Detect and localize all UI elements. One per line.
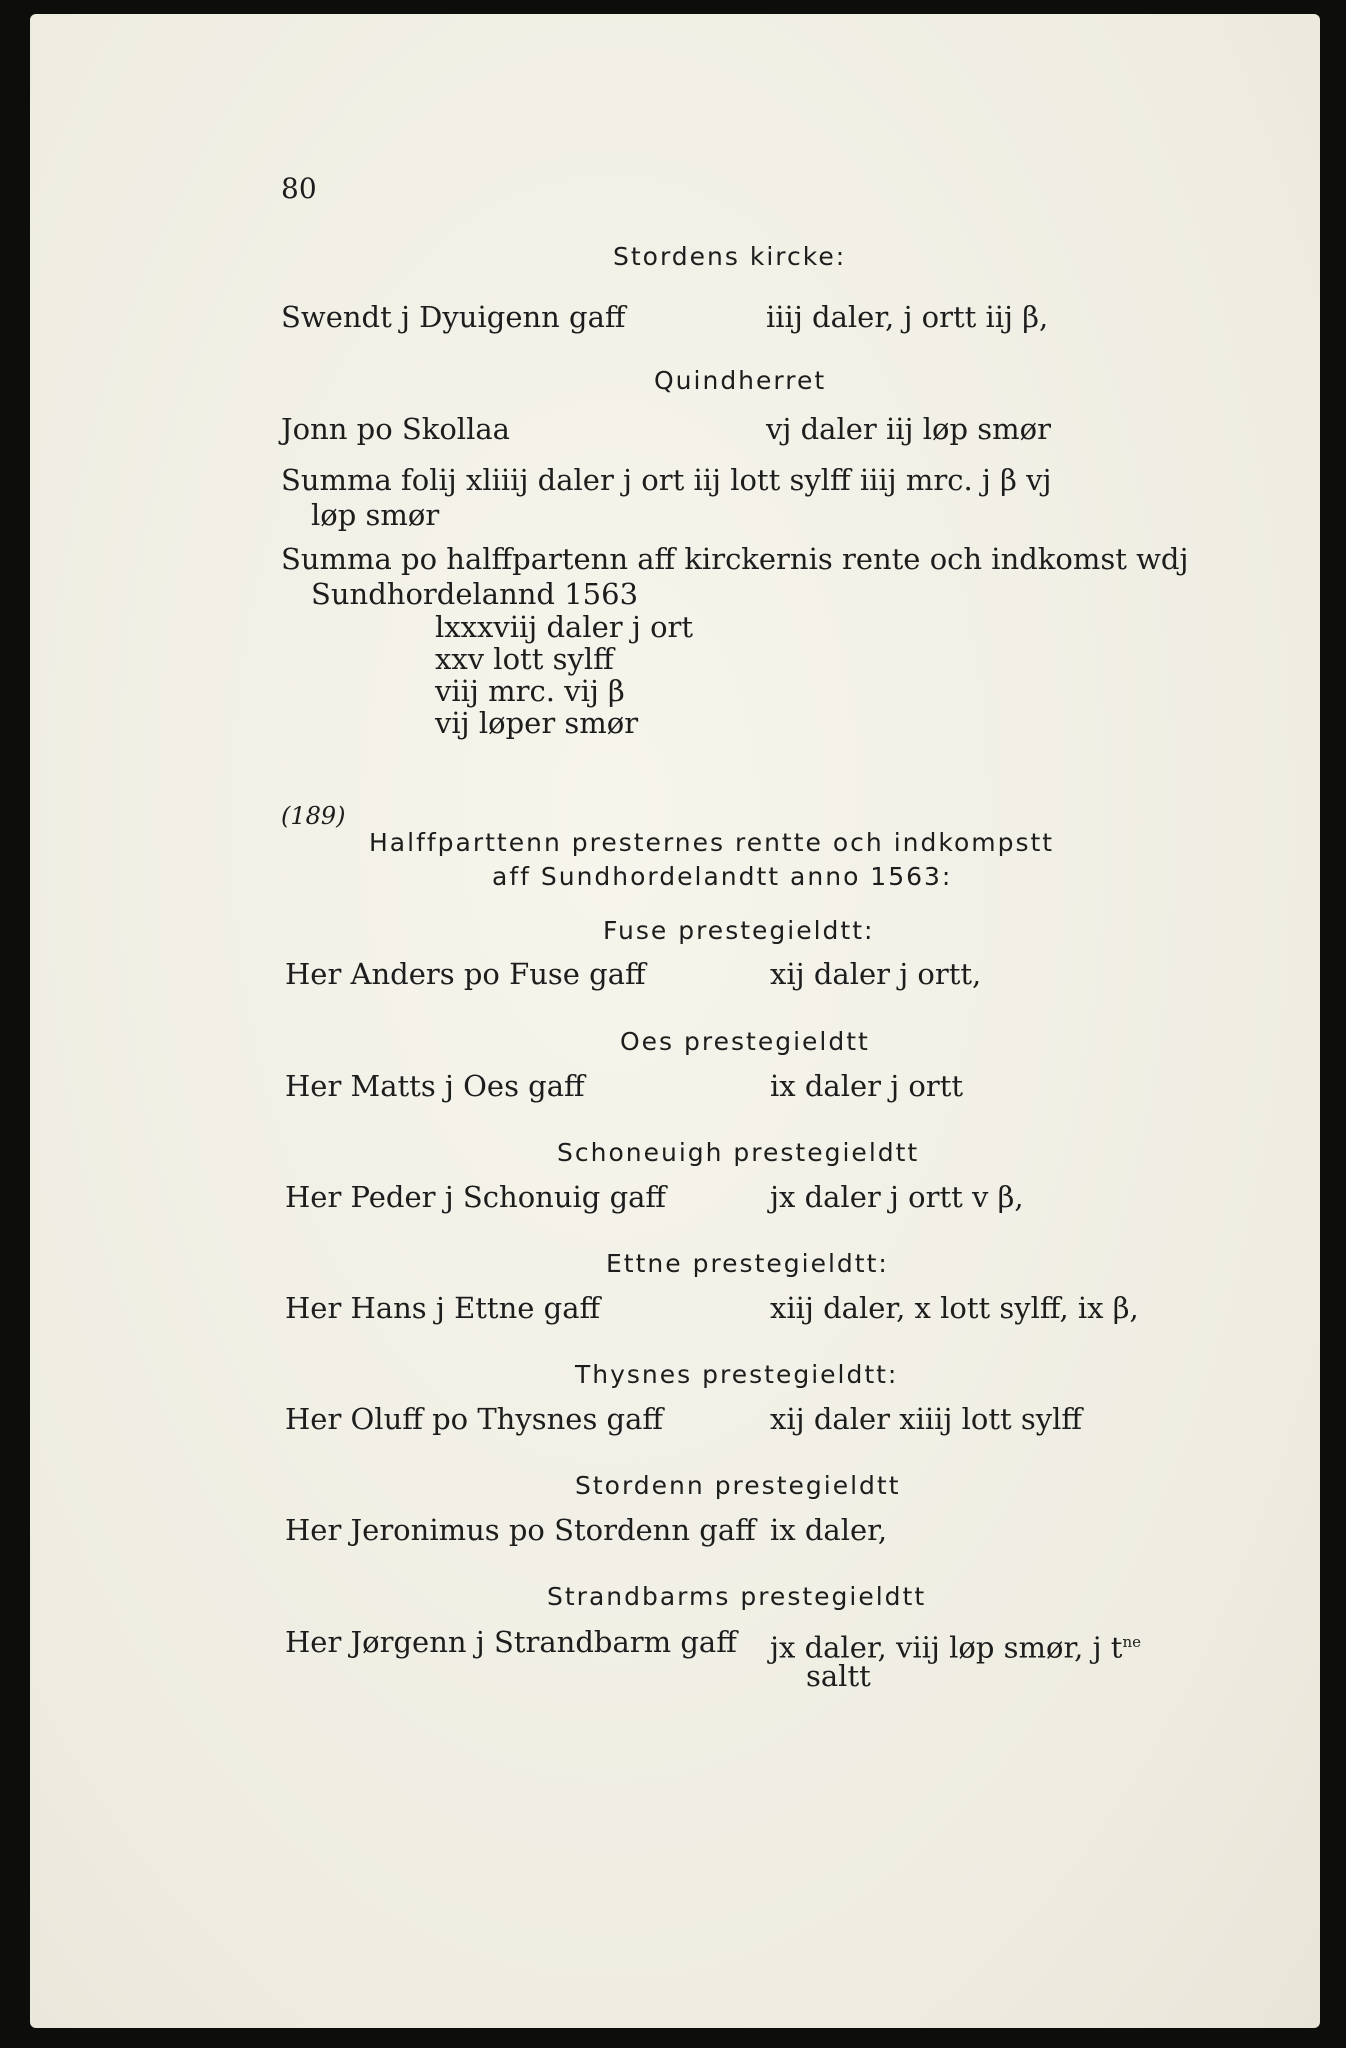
parish-heading: Strandbarms prestegieldtt	[547, 1582, 927, 1611]
parish-entry-name: Her Hans j Ettne gaff	[285, 1291, 601, 1325]
parish-entry-amount-line2: saltt	[806, 1659, 871, 1693]
parish-entry-name: Her Jeronimus po Stordenn gaff	[285, 1513, 756, 1547]
parish-entry-name: Her Oluff po Thysnes gaff	[285, 1402, 664, 1436]
summa-folij-line1: Summa folij xliiij daler j ort iij lott sylff iiij mrc. j β vj	[281, 463, 1052, 497]
entry-name-swendt: Swendt j Dyuigenn gaff	[281, 300, 626, 334]
section-heading-quindherret: Quindherret	[654, 366, 827, 395]
parish-heading: Fuse prestegieldtt:	[603, 916, 875, 945]
reference-number: (189)	[281, 802, 346, 830]
main-title-line1: Halffparttenn presternes rentte och indkompstt	[369, 828, 1055, 857]
summa-halff-line2: Sundhordelannd 1563	[311, 577, 639, 611]
parish-entry-name: Her Matts j Oes gaff	[285, 1069, 585, 1103]
parish-entry-amount: jx daler j ortt v β,	[770, 1180, 1024, 1214]
summa-halff-line1: Summa po halffpartenn aff kirckernis rente och indkomst wdj	[281, 542, 1189, 576]
superscript: ne	[1122, 1633, 1141, 1651]
summa-folij-line2: løp smør	[311, 498, 440, 532]
parish-heading: Thysnes prestegieldtt:	[575, 1360, 899, 1389]
entry-amount-swendt: iiij daler, j ortt iij β,	[766, 300, 1049, 334]
page-number: 80	[281, 172, 317, 205]
parish-entry-amount: xiij daler, x lott sylff, ix β,	[770, 1291, 1139, 1325]
parish-heading: Ettne prestegieldtt:	[606, 1249, 889, 1278]
entry-name-jonn: Jonn po Skollaa	[281, 412, 510, 446]
parish-entry-amount: ix daler,	[770, 1513, 888, 1547]
parish-entry-amount: xij daler xiiij lott sylff	[770, 1402, 1083, 1436]
entry-amount-jonn: vj daler iij løp smør	[766, 412, 1051, 446]
parish-entry-name: Her Peder j Schonuig gaff	[285, 1180, 667, 1214]
parish-entry-amount: xij daler j ortt,	[770, 957, 982, 991]
parish-entry-name: Her Anders po Fuse gaff	[285, 957, 646, 991]
section-heading-stordens-kircke: Stordens kircke:	[613, 242, 847, 271]
parish-heading: Schoneuigh prestegieldtt	[557, 1138, 920, 1167]
summa-item: viij mrc. vij β	[435, 674, 625, 708]
summa-item: vij løper smør	[435, 706, 639, 740]
parish-heading: Oes prestegieldtt	[620, 1027, 870, 1056]
parish-heading: Stordenn prestegieldtt	[575, 1471, 901, 1500]
summa-item: lxxxviij daler j ort	[435, 610, 694, 644]
parish-entry-amount: jx daler, viij løp smør, j $t^{ne}$	[770, 1630, 1141, 1665]
parish-entry-name: Her Jørgenn j Strandbarm gaff	[285, 1625, 737, 1659]
document-page	[30, 14, 1320, 2028]
parish-entry-amount: ix daler j ortt	[770, 1069, 964, 1103]
main-title-line2: aff Sundhordelandtt anno 1563:	[492, 862, 953, 891]
summa-item: xxv lott sylff	[435, 642, 614, 676]
